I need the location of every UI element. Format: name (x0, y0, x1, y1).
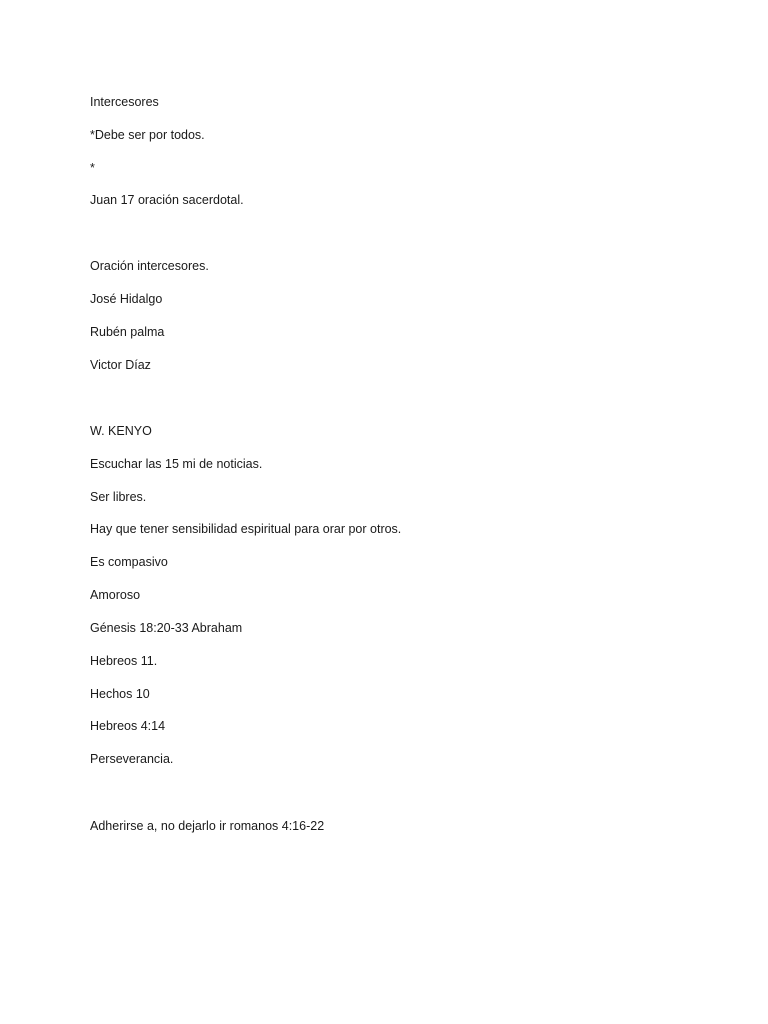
name-line: Victor Díaz (90, 358, 151, 372)
text-line: Juan 17 oración sacerdotal. (90, 193, 244, 207)
scripture-reference: Génesis 18:20-33 Abraham (90, 621, 243, 635)
text-line: Adherirse a, no dejarlo ir romanos 4:16-22 (90, 819, 325, 833)
text-line: Amoroso (90, 588, 141, 602)
scripture-reference: Hebreos 4:14 (90, 719, 166, 733)
scripture-reference: Hechos 10 (90, 687, 150, 701)
text-line: Perseverancia. (90, 752, 174, 766)
text-line: Escuchar las 15 mi de noticias. (90, 457, 263, 471)
text-line: *Debe ser por todos. (90, 128, 205, 142)
heading-intercesores: Intercesores (90, 95, 159, 109)
scripture-reference: Hebreos 11. (90, 654, 158, 668)
heading-w-kenyo: W. KENYO (90, 424, 152, 438)
heading-oracion-intercesores: Oración intercesores. (90, 259, 209, 273)
text-line: Es compasivo (90, 555, 168, 569)
text-line: * (90, 161, 95, 175)
name-line: José Hidalgo (90, 292, 163, 306)
name-line: Rubén palma (90, 325, 165, 339)
text-line: Hay que tener sensibilidad espiritual para orar por otros. (90, 522, 402, 536)
text-line: Ser libres. (90, 490, 147, 504)
